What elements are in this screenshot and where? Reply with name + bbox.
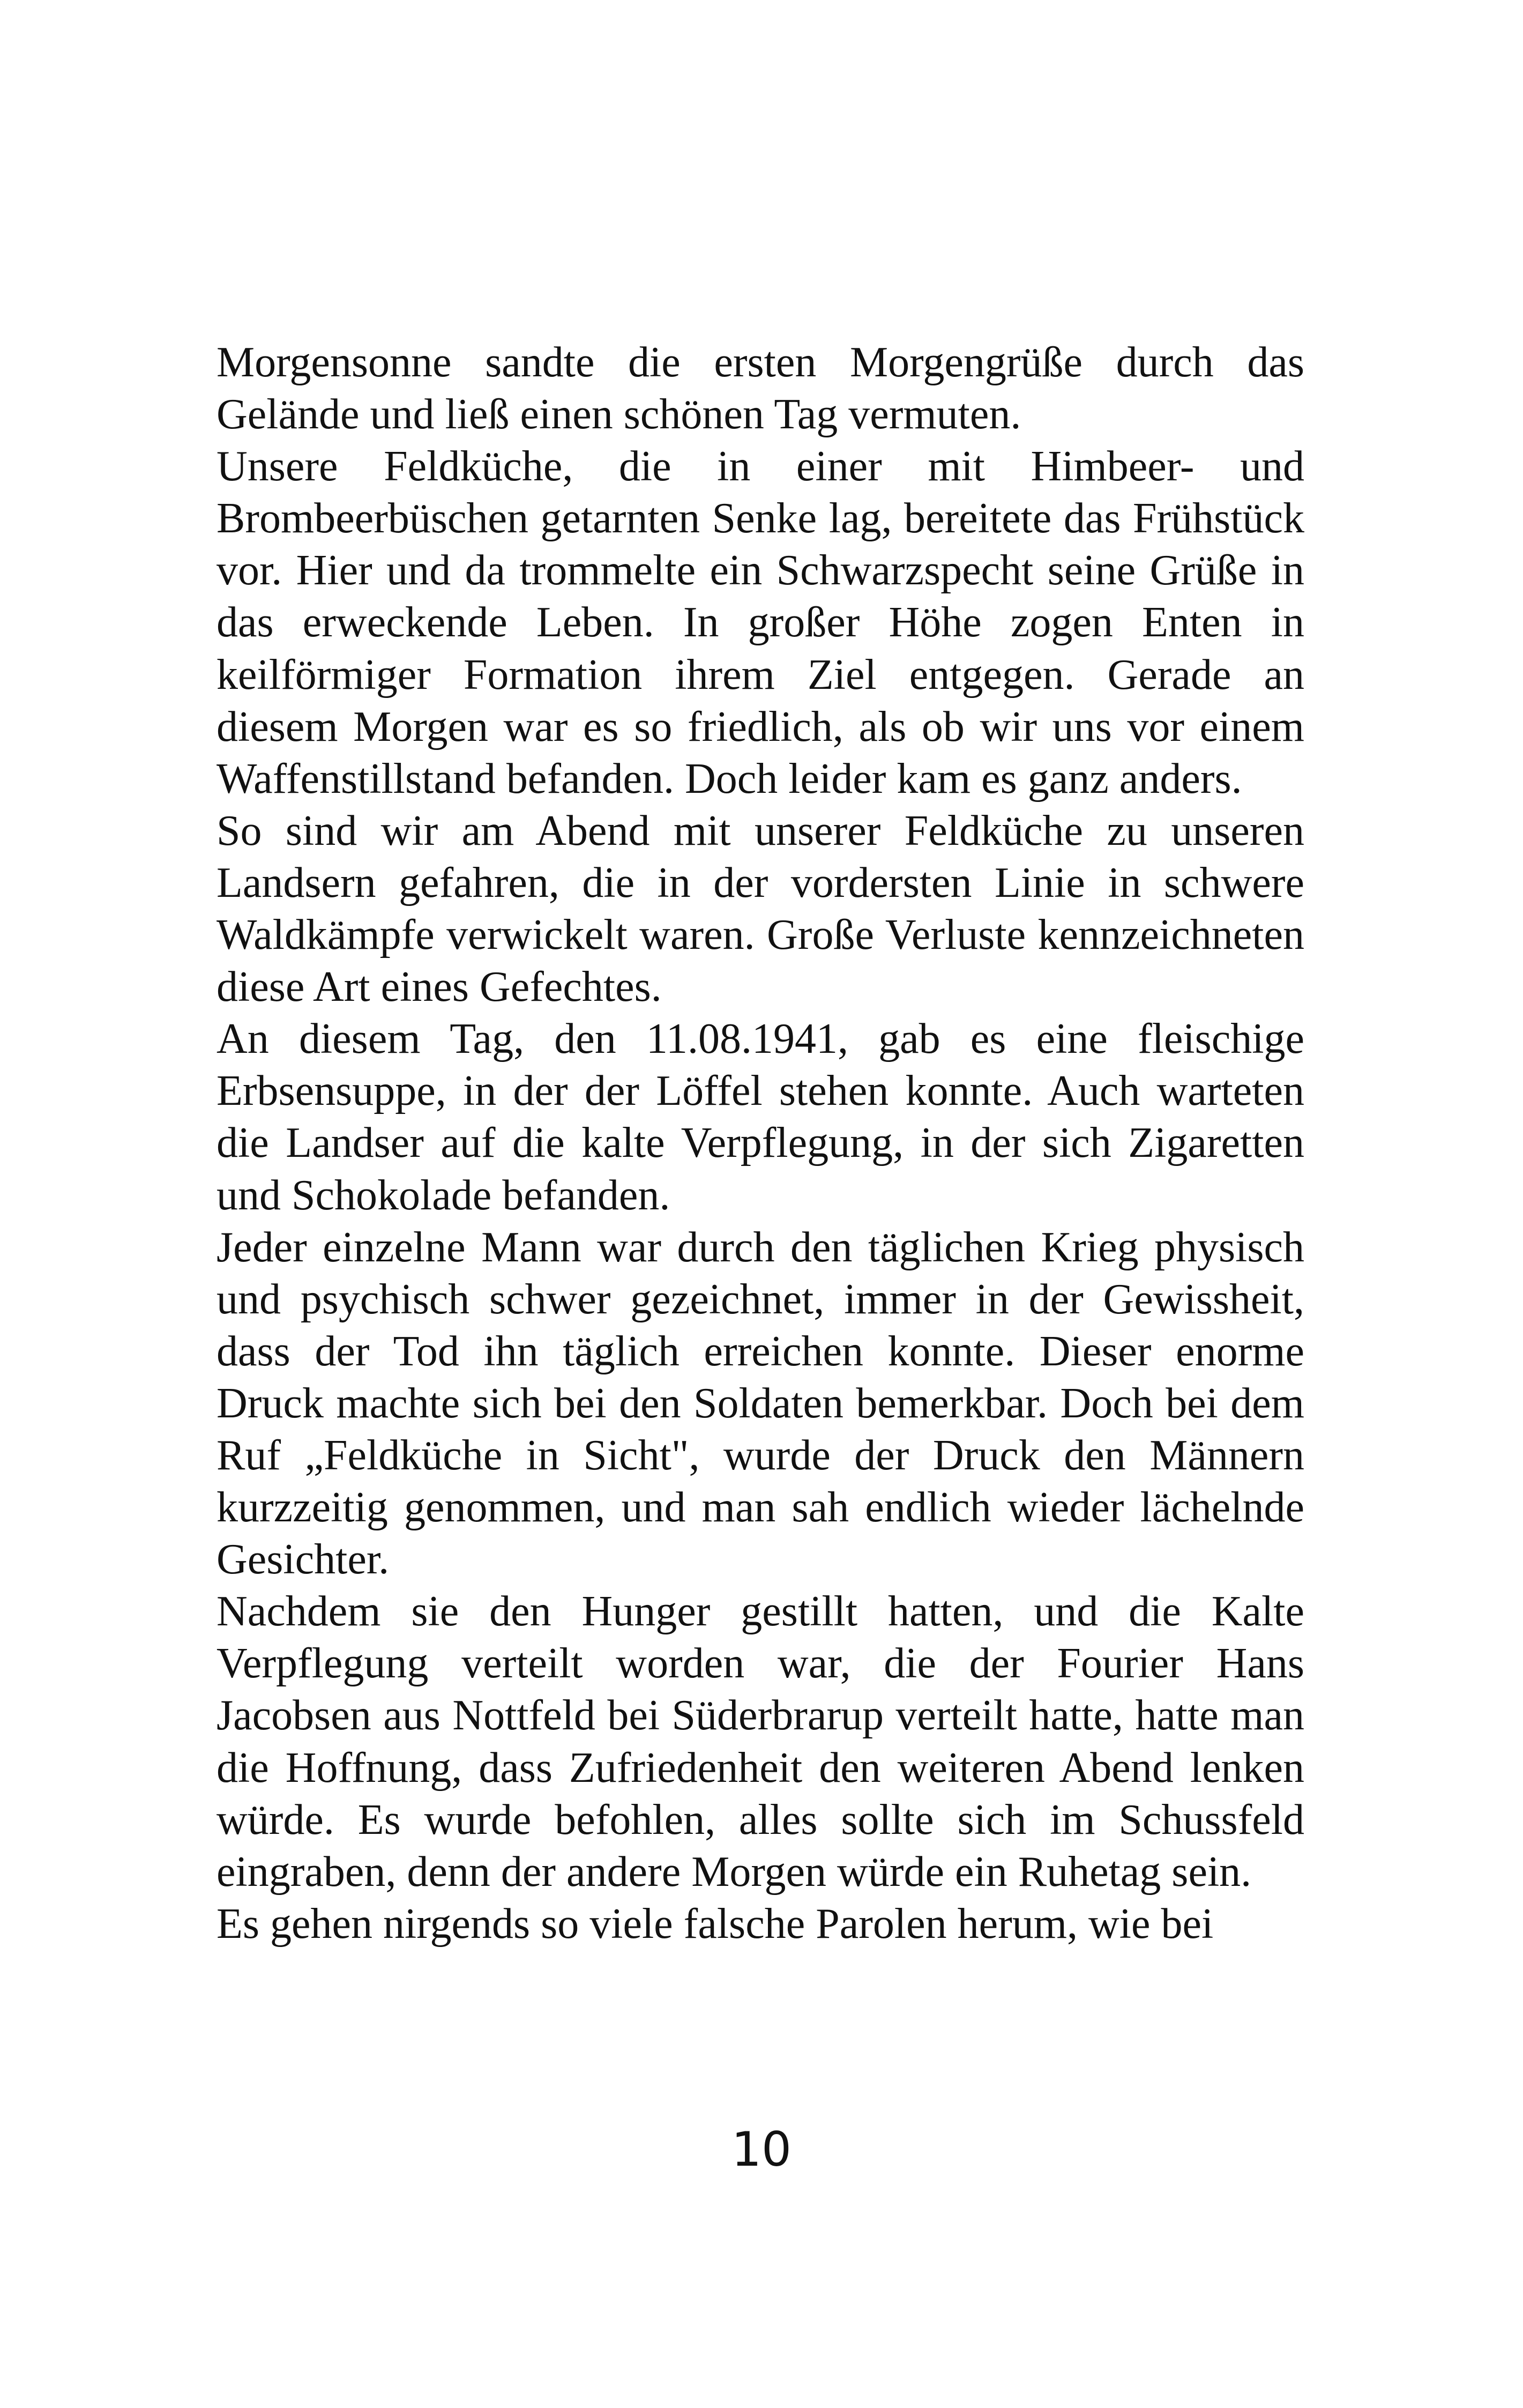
paragraph-2: Unsere Feldküche, die in einer mit Himbeer- und Brombeerbüschen getarnten Senke lag, bereitete das Frühstück vor. Hier und da trommelte ein Schwarzspecht seine Grüße in das erweckende Leben. In großer Höhe zogen Enten in keilförmiger Formation ihrem Ziel entgegen. Gerade an diesem Morgen war es so friedlich, als ob wir uns vor einem Waffenstillstand befanden. Doch leider kam es ganz anders. bbox=[216, 443, 1304, 802]
body-text bbox=[216, 337, 1304, 1950]
page-number: 10 bbox=[731, 2122, 792, 2177]
paragraph-5: Jeder einzelne Mann war durch den täglichen Krieg physisch und psychisch schwer gezeichnet, immer in der Gewissheit, dass der Tod ihn täglich erreichen konnte. Dieser enorme Druck machte sich bei den Soldaten bemerkbar. Doch bei dem Ruf „Feldküche in Sicht", wurde der Druck den Männern kurzzeitig genommen, und man sah endlich wieder lächelnde Gesichter. bbox=[216, 1223, 1304, 1584]
paragraph-4: An diesem Tag, den 11.08.1941, gab es eine fleischige Erbsensuppe, in der der Löffel stehen konnte. Auch warteten die Landser auf die kalte Verpflegung, in der sich Zigaretten und Schokolade befanden. bbox=[216, 1015, 1304, 1219]
paragraph-7: Es gehen nirgends so viele falsche Parolen herum, wie bei bbox=[216, 1900, 1214, 1948]
paragraph-1: Morgensonne sandte die ersten Morgengrüße durch das Gelände und ließ einen schönen Tag vermuten. bbox=[216, 339, 1304, 439]
paragraph-6: Nachdem sie den Hunger gestillt hatten, und die Kalte Verpflegung verteilt worden war, die der Fourier Hans Jacobsen aus Nottfeld bei Süderbrarup verteilt hatte, hatte man die Hoffnung, dass Zufriedenheit den weiteren Abend lenken würde. Es wurde befohlen, alles sollte sich im Schussfeld eingraben, denn der andere Morgen würde ein Ruhetag sein. bbox=[216, 1588, 1304, 1896]
paragraph-3: So sind wir am Abend mit unserer Feldküche zu unseren Landsern gefahren, die in der vordersten Linie in schwere Waldkämpfe verwickelt waren. Große Verluste kennzeichneten diese Art eines Gefechtes. bbox=[216, 807, 1304, 1011]
